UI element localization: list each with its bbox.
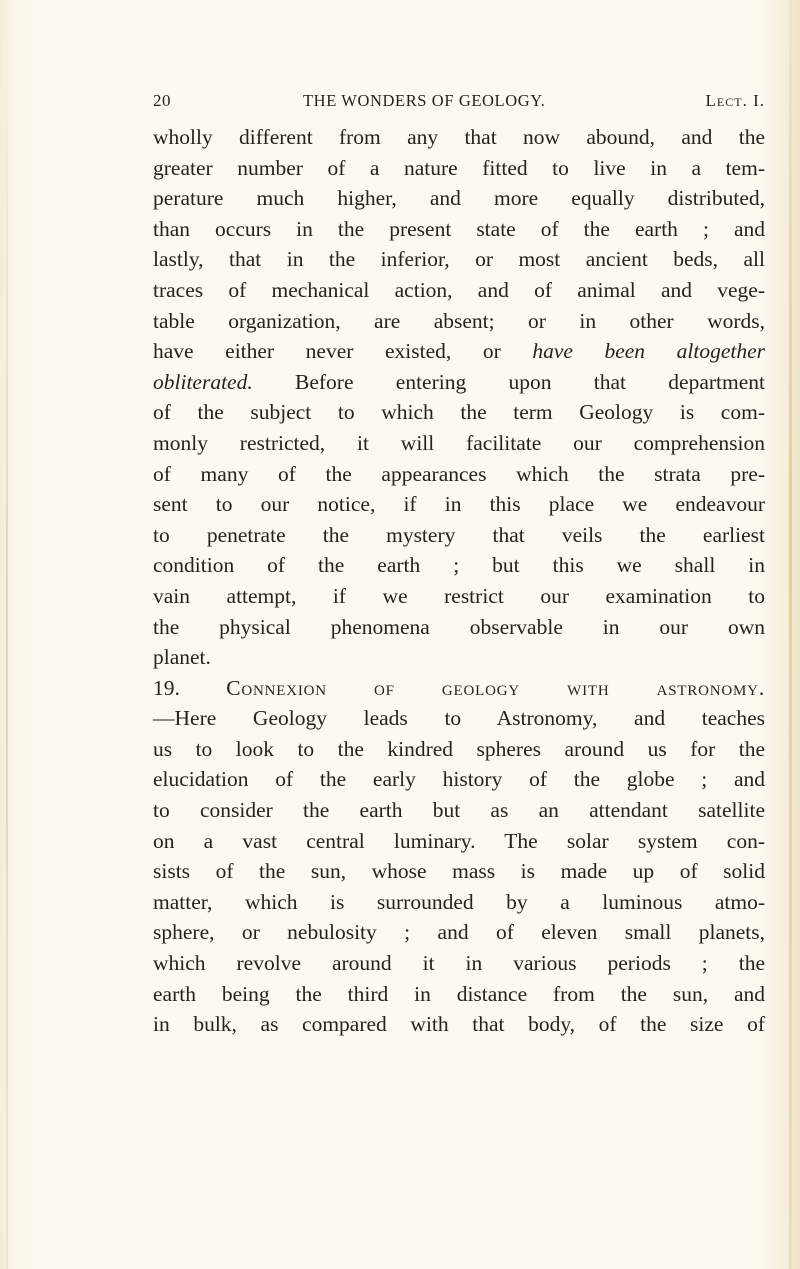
text-line: table organization, are absent; or in other words, — [153, 308, 765, 333]
section-number: 19. — [153, 675, 180, 700]
running-title: THE WONDERS OF GEOLOGY. — [303, 91, 546, 110]
text-line: in bulk, as compared with that body, of the size of — [153, 1012, 765, 1037]
text-fragment: Before entering upon that department — [295, 369, 766, 394]
text-line: sent to our notice, if in this place we endeavour — [153, 492, 765, 517]
text-line: on a vast central luminary. The solar system con- — [153, 828, 765, 853]
text-line: than occurs in the present state of the earth ; and — [153, 216, 765, 241]
text-line: —Here Geology leads to Astronomy, and teaches — [153, 706, 765, 731]
text-line: elucidation of the early history of the globe ; and — [153, 767, 765, 792]
text-line: condition of the earth ; but this we shall in — [153, 553, 765, 578]
text-line: lastly, that in the inferior, or most ancient beds, all — [153, 247, 765, 272]
text-line: greater number of a nature fitted to live in a tem- — [153, 155, 765, 180]
page-number: 20 — [153, 91, 171, 110]
italic-fragment: have been altogether — [532, 339, 765, 364]
text-line: to consider the earth but as an attendant satellite — [153, 798, 765, 823]
page-left-edge — [6, 0, 8, 1269]
text-line: of the subject to which the term Geology is com- — [153, 400, 765, 425]
body-text — [153, 122, 765, 1040]
text-line: earth being the third in distance from the sun, and — [153, 981, 765, 1006]
text-line: the physical phenomena observable in our own — [153, 614, 765, 639]
text-line: perature much higher, and more equally distributed, — [153, 186, 765, 211]
lecture-label: Lect. I. — [705, 91, 765, 110]
text-line: monly restricted, it will facilitate our comprehension — [153, 430, 765, 455]
text-line-mixed — [153, 336, 765, 367]
italic-fragment: obliterated. — [153, 369, 253, 394]
section-title: Connexion of geology with astronomy. — [226, 675, 765, 700]
running-header — [153, 91, 765, 115]
text-line: wholly different from any that now abound, and the — [153, 125, 765, 149]
text-line: matter, which is surrounded by a luminous atmo- — [153, 889, 765, 914]
text-line: sphere, or nebulosity ; and of eleven small planets, — [153, 920, 765, 945]
text-line: traces of mechanical action, and of animal and vege- — [153, 277, 765, 302]
text-line: us to look to the kindred spheres around us for the — [153, 736, 765, 761]
section-heading — [153, 673, 765, 704]
text-line: sists of the sun, whose mass is made up of solid — [153, 859, 765, 884]
text-line: which revolve around it in various periods ; the — [153, 951, 765, 976]
text-line: to penetrate the mystery that veils the earliest — [153, 522, 765, 547]
text-fragment: have either never existed, or — [153, 339, 501, 364]
text-line: planet. — [153, 645, 211, 670]
text-line-mixed — [153, 367, 765, 398]
text-line: vain attempt, if we restrict our examination to — [153, 583, 765, 608]
text-line: of many of the appearances which the strata pre- — [153, 461, 765, 486]
page-right-edge — [789, 0, 792, 1269]
